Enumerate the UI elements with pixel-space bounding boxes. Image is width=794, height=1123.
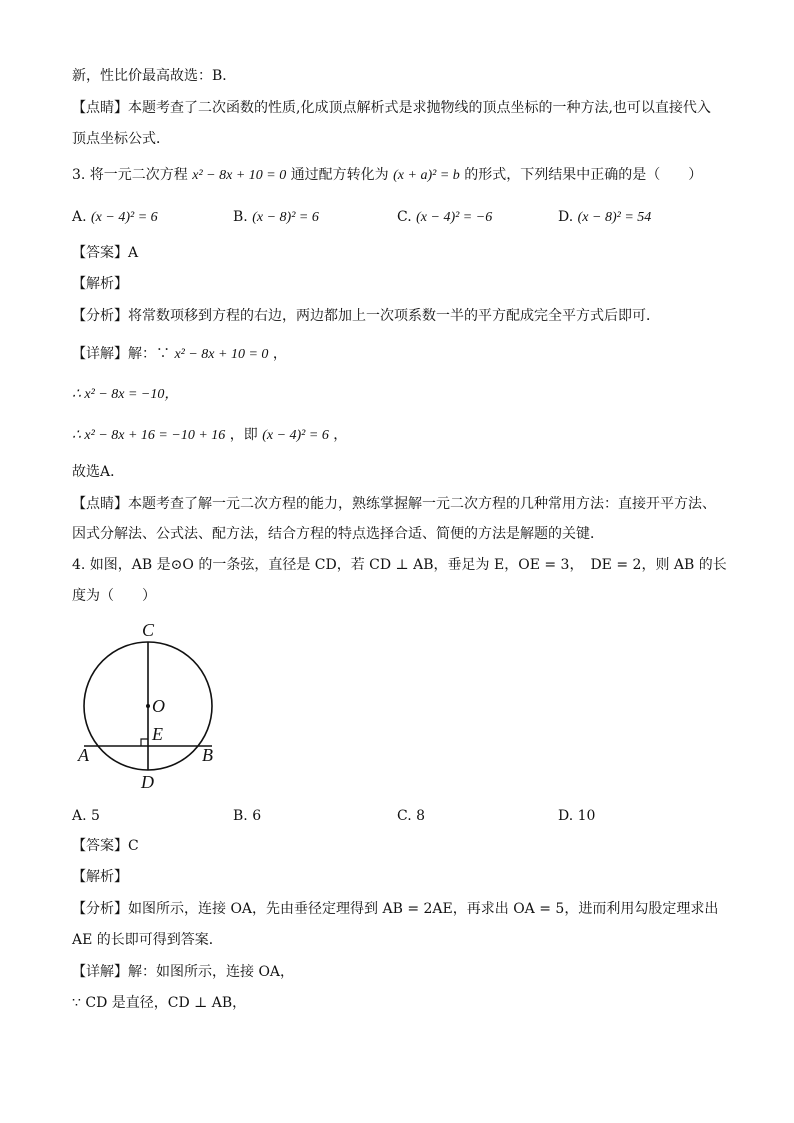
- label-o: O: [152, 696, 165, 716]
- q4-option-b: B. 6: [233, 808, 262, 824]
- jiexi-label: 【解析】: [72, 869, 128, 885]
- detail-line-1: 【详解】解：如图所示，连接 OA，: [72, 964, 295, 980]
- question-3-form: (x + a)² = b: [393, 168, 460, 183]
- detail-line-2: ∵ CD 是直径，CD ⊥ AB，: [72, 995, 247, 1011]
- option-a: [72, 207, 158, 228]
- question-3-mid: 通过配方转化为: [290, 167, 389, 183]
- detail-suffix: ，: [272, 346, 287, 362]
- circle-figure: [72, 618, 232, 798]
- option-c-text: (x − 4)² = −6: [416, 210, 493, 225]
- text-line: 【点睛】本题考查了二次函数的性质,化成顶点解析式是求抛物线的顶点坐标的一种方法,也可以直接代入: [72, 100, 711, 116]
- label-a: A: [78, 745, 89, 765]
- text-line: 新，性比价最高故选：B．: [72, 68, 237, 84]
- option-b: [233, 207, 319, 228]
- analysis-text-2: AE 的长即可得到答案．: [72, 932, 223, 948]
- detail-equation: ∴ x² − 8x + 16 = −10 + 16: [72, 428, 226, 443]
- analysis-text-1: 【分析】如图所示，连接 OA，先由垂径定理得到 AB = 2AE，再求出 OA = 5，进而利用勾股定理求出: [72, 901, 719, 917]
- detail-mid: ，即: [229, 427, 258, 443]
- label-e: E: [152, 724, 163, 744]
- option-d-label: D.: [558, 209, 574, 225]
- detail-line-1: [72, 344, 287, 365]
- option-b-label: B.: [233, 209, 248, 225]
- q4-option-a: A. 5: [72, 808, 100, 824]
- question-3: [72, 165, 702, 186]
- option-b-text: (x − 8)² = 6: [252, 210, 319, 225]
- choice-line: 故选A．: [72, 464, 125, 480]
- jiexi-label: 【解析】: [72, 276, 128, 292]
- option-d: [558, 207, 651, 228]
- dianjing-line-2: 因式分解法、公式法、配方法，结合方程的特点选择合适、简便的方法是解题的关键．: [72, 526, 604, 542]
- text-line: 顶点坐标公式．: [72, 131, 170, 147]
- label-c: C: [142, 620, 155, 640]
- detail-equation: x² − 8x + 10 = 0: [174, 347, 269, 362]
- center-point: [146, 704, 150, 708]
- detail-equation: (x − 4)² = 6: [262, 428, 329, 443]
- label-d: D: [141, 772, 154, 792]
- dianjing-line-1: 【点睛】本题考查了解一元二次方程的能力，熟练掌握解一元二次方程的几种常用方法：直接开平方法、: [72, 496, 716, 512]
- question-3-equation: x² − 8x + 10 = 0: [192, 168, 287, 183]
- option-a-text: (x − 4)² = 6: [91, 210, 158, 225]
- analysis-text: 【分析】将常数项移到方程的右边，两边都加上一次项系数一半的平方配成完全平方式后即可．: [72, 308, 660, 324]
- question-3-prefix: 3. 将一元二次方程: [72, 167, 188, 183]
- label-b: B: [202, 745, 213, 765]
- question-4-line-1: 4. 如图，AB 是⊙O 的一条弦，直径是 CD，若 CD ⊥ AB，垂足为 E，OE = 3， DE = 2，则 AB 的长: [72, 557, 727, 573]
- detail-line-2: ∴ x² − 8x = −10，: [72, 387, 179, 402]
- option-c: [397, 207, 492, 228]
- q4-option-d: D. 10: [558, 808, 596, 824]
- right-angle-mark: [141, 739, 148, 746]
- option-a-label: A.: [72, 209, 87, 225]
- option-d-text: (x − 8)² = 54: [577, 210, 652, 225]
- option-c-label: C.: [397, 209, 412, 225]
- detail-suffix: ，: [333, 427, 348, 443]
- answer-label: 【答案】C: [72, 838, 139, 854]
- question-4-line-2: 度为（ ）: [72, 588, 156, 604]
- q4-option-c: C. 8: [397, 808, 426, 824]
- detail-prefix: 【详解】解：∵: [72, 346, 170, 362]
- question-3-suffix: 的形式，下列结果中正确的是（ ）: [464, 167, 703, 183]
- detail-line-3: [72, 425, 347, 446]
- answer-label: 【答案】A: [72, 245, 139, 261]
